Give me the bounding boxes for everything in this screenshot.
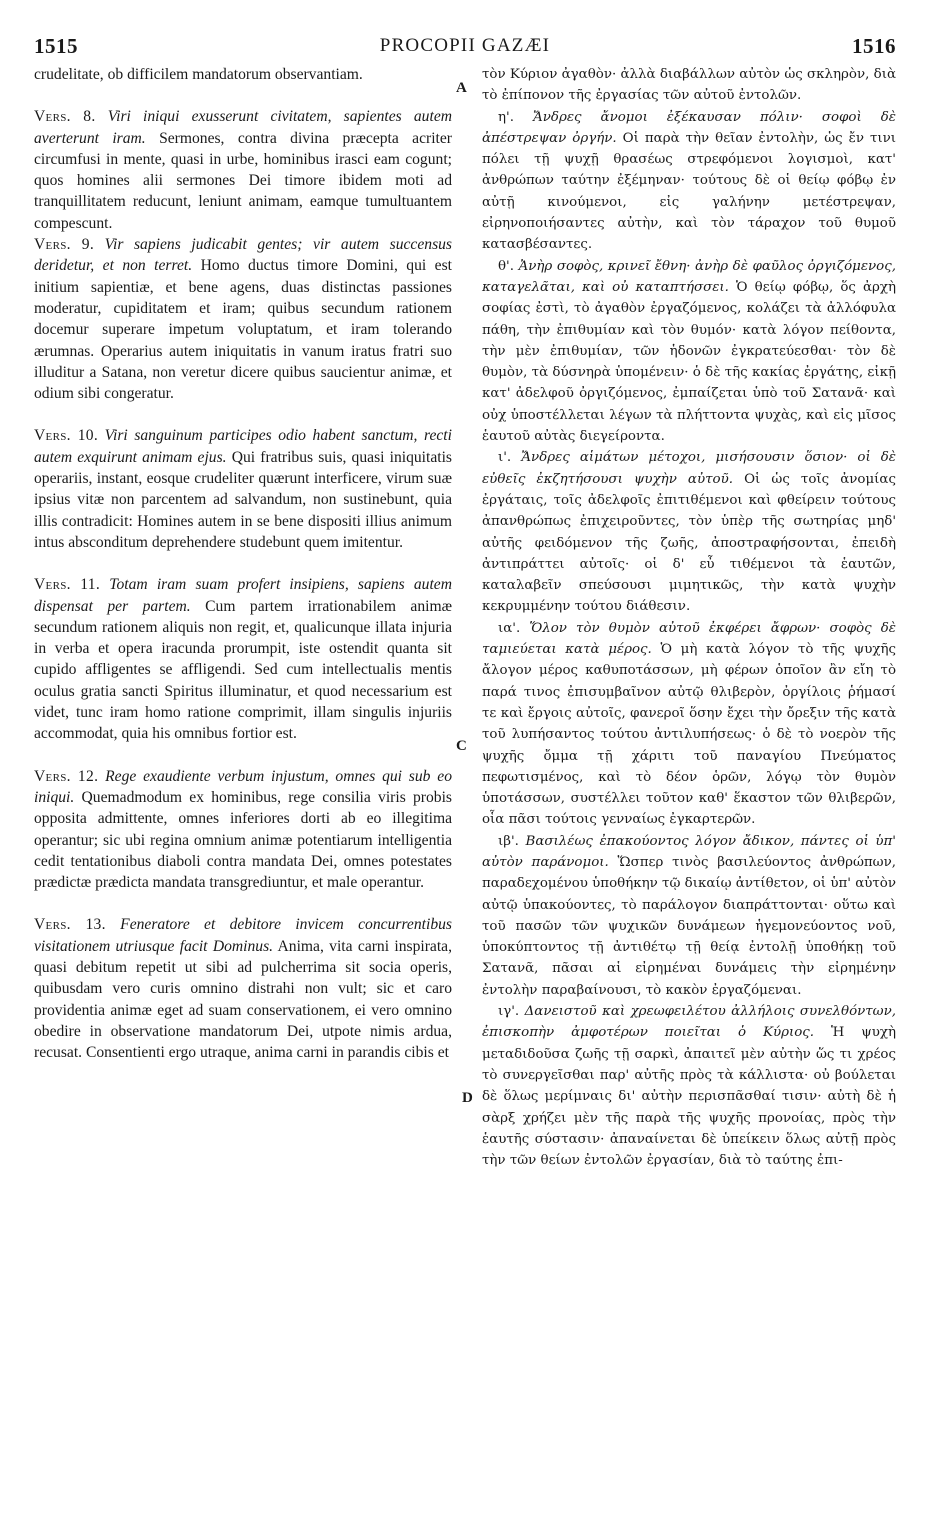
- verse-lemma: Vir sapiens judicabit gentes; vir autem succensus deridetur, et non terret.: [34, 236, 452, 275]
- verse-lemma: Ἄνδρες αἱμάτων μέτοχοι, μισήσουσιν ὅσιον· οἱ δὲ εὐθεῖς ἐκζητήσουσι ψυχὴν αὐτοῦ.: [482, 450, 896, 487]
- latin-verse-12: [34, 766, 452, 894]
- verse-commentary: Cum partem irrationabilem animæ secundum rationem aliquis non regit, et, qualicunque illata injuria in verba et opera iracunda prorumpit, iste ostendit quanta sit cupido affligentes se affligendi. Sed cum intellectualis mentis oculus gratia sancti Spiritus illuminatur, et quod necessarium est videt, tunc iram homo ratione comprimit, illam singulis injuriis accommodat, quia his omnibus fortior est.: [34, 597, 452, 743]
- verse-commentary: Homo ductus timore Domini, qui est initium sapientiæ, et bene agens, duas distinctas passiones moderatur, cupiditatem et iram; quibus secundum rationem docemur superare impetum voluptatum, et iram tolerando ærumnas. Operarius autem iniquitatis in vanum iratus fratri suo illuditur a Satana, non veretur dicere quibus saucientur animæ, et odium sibi congeratur.: [34, 257, 452, 403]
- verse-lemma: Βασιλέως ἐπακούοντος λόγον ἄδικον, πάντες οἱ ὑπ' αὐτὸν παράνομοι.: [482, 833, 896, 870]
- verse-commentary: Qui fratribus suis, quasi iniquitatis operariis, instant, eosque crudeliter quærunt interficere, virum suæ ipsius vitæ non parcentem ad salvandum, non sustinebunt, quia illis contradicit: Homines autem in se bene dispositi illius animum intus absconditum deprehendere studebunt quem imitentur.: [34, 448, 452, 551]
- greek-verse-13: [482, 1001, 896, 1171]
- verse-ref: Vers. 13.: [34, 916, 106, 934]
- verse-number: θ'.: [498, 258, 514, 274]
- verse-commentary: Quemadmodum ex hominibus, rege consilia viris probis opposita admittente, omnes inferiores dorti ab eo illegitima operantur; sic ubi regina omnium animæ potentiarum intelligentia cedit tentationibus diaboli contra mandata Dei, omnes potestates prædictæ prædicta mandata transgrediuntur, et male operantur.: [34, 788, 452, 892]
- verse-ref: Vers. 11.: [34, 576, 101, 594]
- verse-lemma: Ἀνὴρ σοφὸς, κρινεῖ ἔθνη· ἀνὴρ δὲ φαῦλος ὀργιζόμενος, καταγελᾶται, καὶ οὐ καταπτήσσει.: [482, 258, 896, 295]
- page-number-right: 1516: [852, 34, 896, 58]
- verse-ref: Vers. 9.: [34, 236, 95, 254]
- verse-commentary: Sermones, contra divina præcepta acriter circumfusi in mente, quasi in urbe, hominibus irasci eam cogunt; quos homines alii sermones Dei timore ibidem moti ad tranquillitatem reducunt, leniunt animam, eamque tumultuantem compescunt.: [34, 129, 452, 232]
- greek-verse-11: [482, 618, 896, 831]
- page-number-left: 1515: [34, 34, 78, 58]
- latin-column: [34, 64, 452, 1063]
- greek-verse-9: [482, 256, 896, 448]
- latin-verse-10: [34, 425, 452, 553]
- verse-number: ια'.: [498, 620, 521, 636]
- verse-lemma: Totam iram suam profert insipiens, sapiens autem dispensat per partem.: [34, 576, 452, 615]
- verse-number: η'.: [498, 109, 514, 125]
- latin-intro: crudelitate, ob difficilem mandatorum observantiam.: [34, 66, 363, 83]
- verse-lemma: Rege exaudiente verbum injustum, omnes qui sub eo iniqui.: [34, 767, 452, 806]
- verse-number: ι'.: [498, 450, 512, 466]
- verse-number: ιβ'.: [498, 833, 519, 849]
- verse-commentary: Οἱ ὡς τοῖς ἀνομίας ἐργάταις, τοῖς ἀδελφοῖς ἐπιτιθέμενοι καὶ φθείρειν τούτους ἀπανθρώπως ἐπιχειροῦντες, τὸν ὑπὲρ τῆς σωτηρίας μηδ' αὐτῆς φειδόμενον τῆς ζωῆς, ἀποστραφήσονται, ἐπειδὴ ἀντιπράττει αὐτοῖς· οἱ δ' εὖ τιθέμενοι τὰ ἑαυτῶν, καταλαβεῖν σπεύσουσι μιμητικῶς, τὴν κατὰ ψυχὴν κεκρυμμένην τούτου διάθεσιν.: [482, 471, 896, 615]
- verse-number: ιγ'.: [498, 1004, 520, 1020]
- verse-ref: Vers. 10.: [34, 427, 99, 445]
- verse-commentary: Ὁ μὴ κατὰ λόγον τὸ τῆς ψυχῆς ἄλογον μέρος καθυποτάσσων, μὴ φέρων ὁποῖον ἂν εἴη τὸ παρά τινος ἐπισυμβαῖνον αὐτῷ θλιβερὸν, ὀργίλοις ῥήμασί τε καὶ ἔργοις αὐτοῖς, φανεροῖ ὅσην ἔχει τὴν ὄρεξιν τῆς κατὰ τοῦ λυπήσαντος τούτου ἀντιλυπήσεως· ὁ δὲ τὸ νοερὸν τῆς ψυχῆς ὄμμα τῇ χάριτι τοῦ παναγίου Πνεύματος πεφωτισμένος, καὶ τὸ δέον ὁρῶν, λόγῳ τὸν θυμὸν ὑποτάσσων, συστέλλει τοῦτον καθ' ἕκαστον τῶν θλιβερῶν, οἷα πᾶσι τούτοις γενναίως ἐγκαρτερῶν.: [482, 642, 896, 828]
- page-header: [34, 34, 896, 64]
- margin-marker-c: C: [456, 738, 467, 754]
- verse-lemma: Viri iniqui exusserunt civitatem, sapientes autem averterunt iram.: [34, 108, 452, 147]
- running-title: PROCOPII GAZÆI: [379, 35, 551, 56]
- latin-verse-8: [34, 106, 452, 234]
- latin-verse-11: [34, 574, 452, 744]
- verse-lemma: Ἄνδρες ἄνομοι ἐξέκαυσαν πόλιν· σοφοὶ δὲ ἀπέστρεψαν ὀργήν.: [482, 109, 896, 146]
- greek-column: [482, 64, 896, 1171]
- verse-lemma: Δανειστοῦ καὶ χρεωφειλέτου ἀλλήλοις συνελθόντων, ἐπισκοπὴν ἀμφοτέρων ποιεῖται ὁ Κύριος.: [482, 1004, 896, 1041]
- verse-commentary: Anima, vita carni inspirata, quasi debitum repetit ut sibi ad pulcherrima sit socia operis, quibusdam vero curis omnino distrahi non vult; sic et caro providentia animæ eget ad suam conservationem, ei vero omnino obedire in observatione mandatorum Dei, utpote nimis ardua, recusat. Consentienti ergo utraque, anima carni in parandis cibis et: [34, 937, 452, 1062]
- margin-marker-d: D: [462, 1090, 473, 1106]
- verse-lemma: Ὅλον τὸν θυμὸν αὐτοῦ ἐκφέρει ἄφρων· σοφὸς δὲ ταμιεύεται κατὰ μέρος.: [482, 620, 896, 658]
- margin-marker-a: A: [456, 80, 467, 96]
- latin-verse-9: [34, 234, 452, 404]
- verse-commentary: Ἡ ψυχὴ μεταδιδοῦσα ζωῆς τῇ σαρκὶ, ἀπαιτεῖ μὲν αὐτὴν ὥς τι χρέος τὸ συνεργεῖσθαι παρ' αὐτῆς πρὸς τὰ κάλλιστα· οὐ βούλεται δὲ ὅλως μερίμναις δι' αὐτὴν περισπᾶσθαί τισιν· αὐτὴ δὲ ἡ σὰρξ χρήζει μὲν τῆς παρὰ τῆς ψυχῆς προνοίας, πρὸς τὴν ἑαυτῆς σύστασιν· ἀπαναίνεται δὲ ὑπείκειν ὅλως αὐτῇ πρὸς τὴν τῶν θείων ἐντολῶν ἐργασίαν, διὰ τὸ ταύτης ἐπι-: [482, 1025, 896, 1169]
- verse-ref: Vers. 8.: [34, 108, 96, 126]
- verse-commentary: Ὥσπερ τινὸς βασιλεύοντος ἀνθρώπων, παραδεχομένου ὑποθήκην τῷ δικαίῳ ἀντίθετον, οἱ ὑπ' αὐτὸν αὐτῷ ὑπακούοντες, τὸ παράλογον διαπράττονται· οὕτω καὶ τοῦ πασῶν τῶν ψυχικῶν δυνάμεων ἡγεμονεύοντος νοῦ, ὑποκύπτοντος τῇ ἀντιθέτῳ τῇ θείᾳ ἐντολῇ ὑποθήκῃ τοῦ Σατανᾶ, πᾶσαι αἱ εἰρημέναι δυνάμεις τὴν εἰρημένην ἐντολὴν παραβαίνουσι, τὸ κακὸν ἐργαζόμεναι.: [482, 854, 897, 998]
- verse-lemma: Feneratore et debitore invicem concurrentibus visitationem utriusque facit Dominus.: [34, 916, 452, 955]
- verse-commentary: Ὁ θείῳ φόβῳ, ὅς ἀρχὴ σοφίας ἐστὶ, τὸ ἀγαθὸν ἐργαζόμενος, κολάζει τὰ ἀλλόφυλα πάθη, τὴν ἐπιθυμίαν καὶ τὸν θυμόν· κατὰ λόγον πείθοντα, τὴν μὲν ἐπιθυμίαν, τῶν ἡδονῶν ἐγκρατεύεσθαι· τὸν δὲ θυμὸν, τὰ δύσνηρὰ ὑπομένειν· ὁ δὲ τῆς κακίας ἐργάτης, εἰκῇ κατ' ἀδελφοῦ ὀργιζόμενος, ἐμπαίζεται ὑπὸ τοῦ Σατανᾶ· καὶ οὐχ ὑποστέλλεται λέγων τὰ πλήττοντα ψυχὰς, καὶ εἰς μῖσος ἑαυτοῦ αὐτὰς διεγείροντα.: [482, 279, 897, 445]
- greek-intro: τὸν Κύριον ἀγαθὸν· ἀλλὰ διαβάλλων αὐτὸν ὡς σκληρὸν, διὰ τὸ ἐπίπονον τῆς ἐργασίας τῶν αὐτοῦ ἐντολῶν.: [482, 67, 896, 104]
- verse-commentary: Οἱ παρὰ τὴν θεῖαν ἐντολὴν, ὡς ἔν τινι πόλει τῇ ψυχῇ θρασέως στρεφόμενοι λογισμοὶ, κατ' ἀνθρώπων ταύτην ἐξέμηναν· τούτους δὲ οἱ θείῳ φόβῳ ἐν αὐτῇ κινούμενοι, εἰς γαλήνην μετέστρεψαν, εἰρηνοποιήσαντες αὐτὴν, καὶ τὸν τάραχον τοῦ θυμοῦ κατασβέσαντες.: [482, 130, 896, 253]
- greek-verse-8: [482, 107, 896, 256]
- verse-ref: Vers. 12.: [34, 767, 99, 785]
- greek-verse-12: [482, 831, 896, 1001]
- greek-verse-10: [482, 447, 896, 617]
- verse-lemma: Viri sanguinum participes odio habent sanctum, recti autem exquirunt animam ejus.: [34, 427, 452, 466]
- latin-verse-13: [34, 914, 452, 1063]
